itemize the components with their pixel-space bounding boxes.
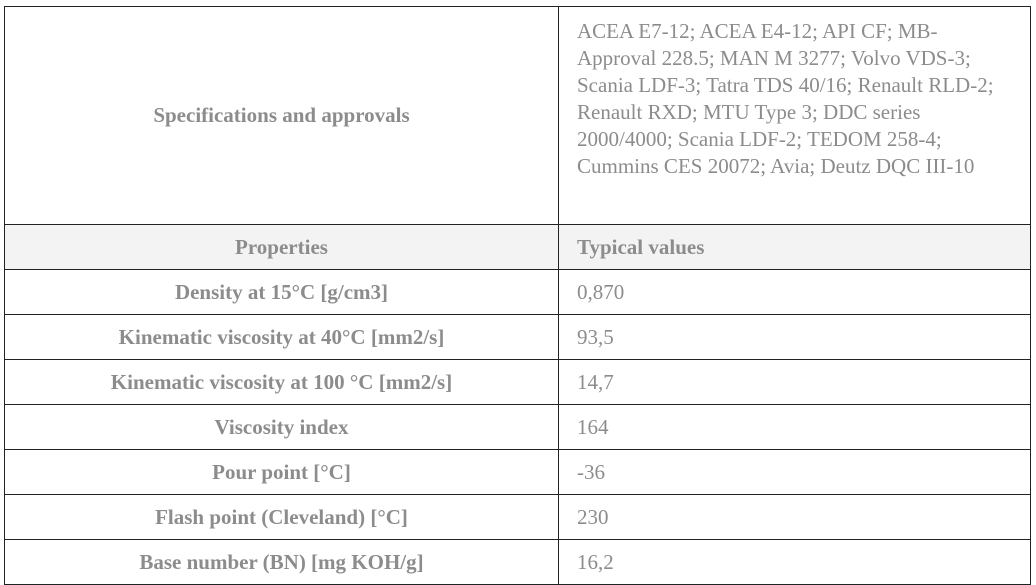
table-row [5, 450, 1031, 495]
product-data-table [4, 6, 1031, 585]
specifications-row [5, 7, 1031, 225]
value-viscosity-100: 14,7 [559, 360, 1031, 405]
property-flash-point: Flash point (Cleveland) [°C] [5, 495, 559, 540]
property-viscosity-40: Kinematic viscosity at 40°C [mm2/s] [5, 315, 559, 360]
table-row [5, 540, 1031, 585]
table-row [5, 405, 1031, 450]
property-base-number: Base number (BN) [mg KOH/g] [5, 540, 559, 585]
property-pour-point: Pour point [°C] [5, 450, 559, 495]
value-base-number: 16,2 [559, 540, 1031, 585]
specifications-value: ACEA E7-12; ACEA E4-12; API CF; MB-Approval 228.5; MAN M 3277; Volvo VDS-3; Scania LDF-3; Tatra TDS 40/16; Renault RLD-2; Renault RXD; MTU Type 3; DDC series 2000/4000; Scania LDF-2; TEDOM 258-4; Cummins CES 20072; Avia; Deutz DQC III-10 [559, 7, 1031, 225]
table-row [5, 270, 1031, 315]
table-row [5, 315, 1031, 360]
value-viscosity-40: 93,5 [559, 315, 1031, 360]
typical-values-header: Typical values [559, 225, 1031, 270]
properties-header: Properties [5, 225, 559, 270]
property-viscosity-100: Kinematic viscosity at 100 °C [mm2/s] [5, 360, 559, 405]
value-pour-point: -36 [559, 450, 1031, 495]
property-viscosity-index: Viscosity index [5, 405, 559, 450]
property-density: Density at 15°C [g/cm3] [5, 270, 559, 315]
value-viscosity-index: 164 [559, 405, 1031, 450]
table-row [5, 495, 1031, 540]
table-row [5, 360, 1031, 405]
specifications-label: Specifications and approvals [5, 7, 559, 225]
table-header-row [5, 225, 1031, 270]
value-density: 0,870 [559, 270, 1031, 315]
value-flash-point: 230 [559, 495, 1031, 540]
